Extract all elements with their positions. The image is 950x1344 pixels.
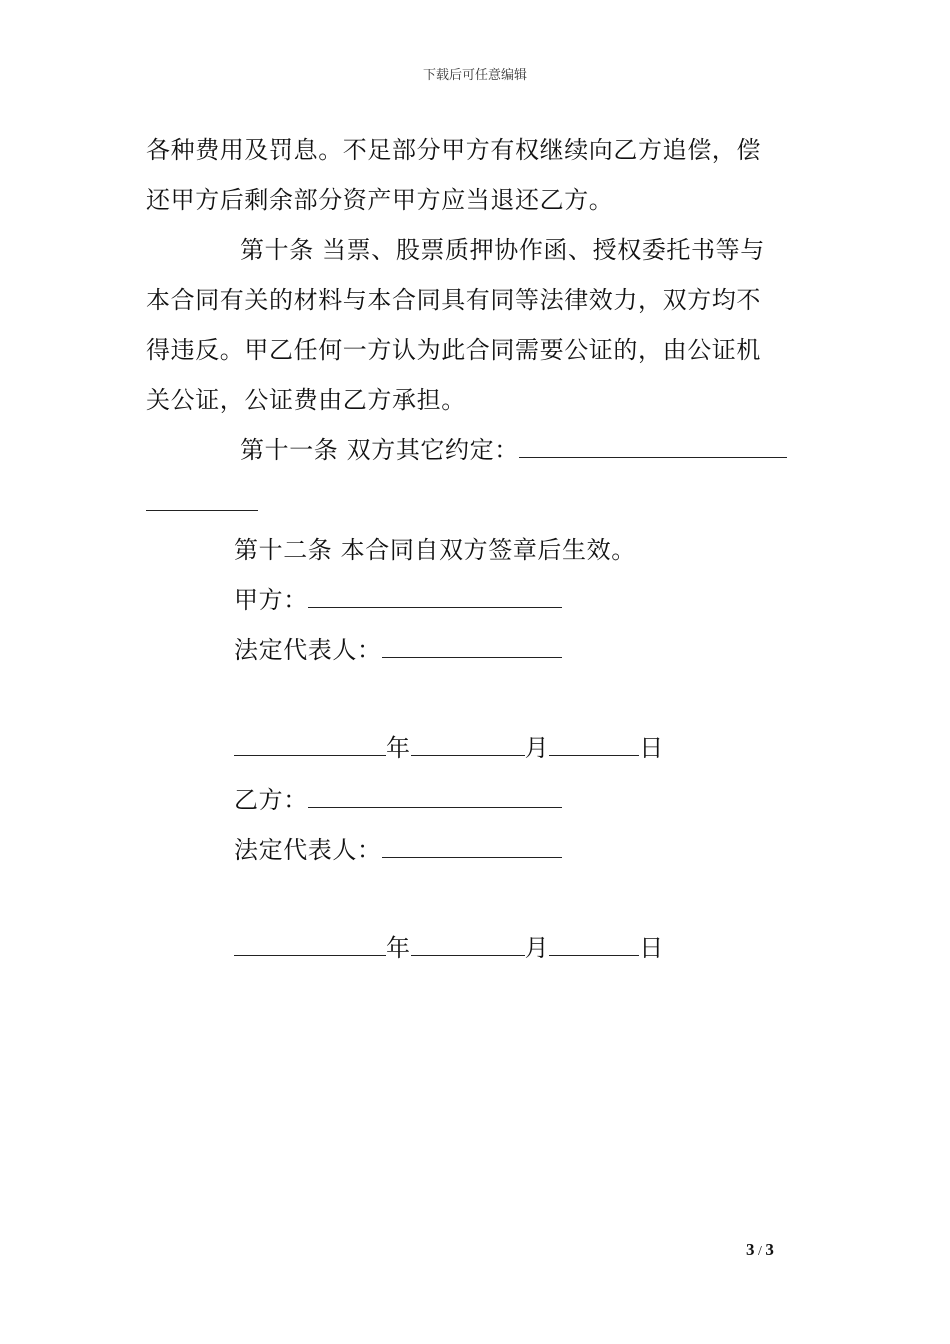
- page-current: 3: [746, 1240, 755, 1259]
- party-b-rep-blank: [382, 835, 562, 858]
- other-agreements-blank: [519, 435, 787, 458]
- article-10-line: 本合同有关的材料与本合同具有同等法律效力，双方均不: [146, 286, 761, 314]
- party-b-date-row: [234, 932, 664, 964]
- party-b-label: 乙方：: [234, 786, 308, 814]
- party-a-blank: [308, 585, 562, 608]
- paragraph-line: 还甲方后剩余部分资产甲方应当退还乙方。: [146, 186, 614, 214]
- year-label: 年: [386, 734, 411, 762]
- month-label: 月: [524, 734, 550, 762]
- month-label: 月: [524, 934, 550, 962]
- party-b-blank: [308, 785, 562, 808]
- party-a-row: [234, 584, 562, 616]
- party-a-rep-label: 法定代表人：: [234, 636, 382, 664]
- party-b-rep-label: 法定代表人：: [234, 836, 382, 864]
- party-b-year-blank: [234, 933, 386, 956]
- party-a-label: 甲方：: [234, 586, 308, 614]
- year-label: 年: [386, 934, 411, 962]
- party-a-month-blank: [411, 733, 525, 756]
- party-b-row: [234, 784, 562, 816]
- day-label: 日: [639, 734, 664, 762]
- page-header: 下载后可任意编辑: [422, 68, 527, 83]
- party-a-rep-row: [234, 634, 562, 666]
- page-total: 3: [765, 1240, 774, 1259]
- other-agreements-blank-continued: [146, 488, 258, 511]
- paragraph-line: 各种费用及罚息。不足部分甲方有权继续向乙方追偿，偿: [146, 136, 761, 164]
- page-number: [746, 1240, 774, 1260]
- article-12: 第十二条 本合同自双方签章后生效。: [234, 536, 636, 564]
- party-a-day-blank: [549, 733, 639, 756]
- page-separator: /: [754, 1244, 766, 1259]
- party-b-day-blank: [549, 933, 639, 956]
- article-10-line: 关公证，公证费由乙方承担。: [146, 386, 466, 414]
- day-label: 日: [639, 934, 664, 962]
- article-10-line: 得违反。甲乙任何一方认为此合同需要公证的，由公证机: [146, 336, 761, 364]
- party-a-year-blank: [234, 733, 386, 756]
- article-11-row: [240, 434, 787, 466]
- party-b-rep-row: [234, 834, 562, 866]
- article-10-line: 第十条 当票、股票质押协作函、授权委托书等与: [240, 236, 765, 264]
- article-11-label: 第十一条 双方其它约定：: [240, 436, 519, 464]
- party-b-month-blank: [411, 933, 525, 956]
- party-a-rep-blank: [382, 635, 562, 658]
- party-a-date-row: [234, 732, 664, 764]
